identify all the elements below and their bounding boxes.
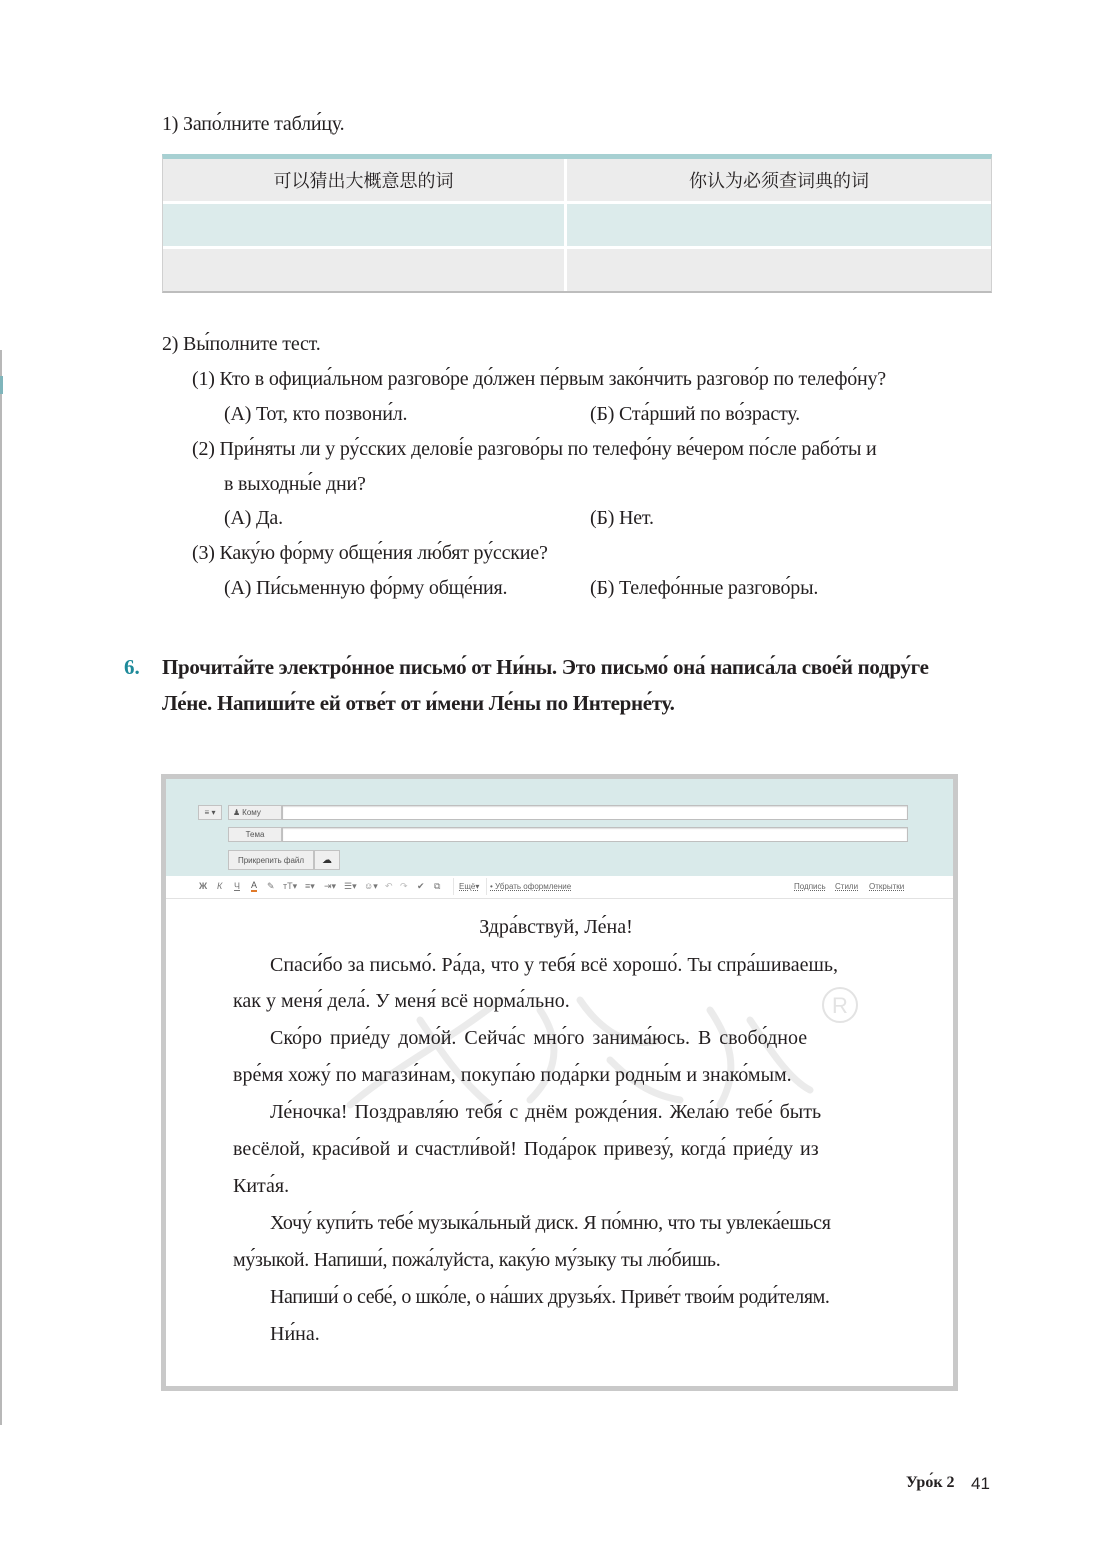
bold-icon[interactable]: Ж [199,881,208,891]
italic-icon[interactable]: К [217,881,223,891]
underline-icon[interactable]: Ч [234,881,240,891]
question-2-option-a: (А) Да. [224,507,283,529]
task2-instruction: 2) Вы́полните тест. [162,333,321,355]
email-header [166,779,953,876]
highlight-icon[interactable]: ✎ [267,881,275,891]
undo-icon[interactable]: ↶ [385,881,393,891]
to-button[interactable] [228,805,282,820]
indent-icon[interactable]: ⇥▾ [324,881,337,891]
letter-greeting: Здра́вствуй, Ле́на! [479,916,633,938]
toolbar-separator [453,878,454,895]
letter-line: Хочу́ купи́ть тебе́ музыка́льный диск. Я по́мню, что ты увлека́ешься [270,1212,831,1234]
subject-input[interactable] [282,827,908,842]
letter-line: Спаси́бо за письмо́. Ра́да, что у тебя́ всё хорошо́. Ты спра́шиваешь, [270,954,838,976]
task6-instruction-line: Прочита́йте электро́нное письмо́ от Ни́ны. Это письмо́ она́ написа́ла свое́й подру́ге [162,655,929,679]
menu-button[interactable]: ≡ ▾ [198,805,222,820]
table-cell[interactable] [567,204,991,246]
letter-line: Ско́ро прие́ду домо́й. Сейча́с мно́го занима́юсь. В свобо́дное [270,1027,808,1049]
question-1-option-a: (А) Тот, кто позвони́л. [224,403,408,425]
task1-instruction: 1) Запо́лните табли́цу. [162,113,345,135]
letter-line: вре́мя хожу́ по магази́нам, покупа́ю пода́рки родны́м и знако́мым. [233,1064,792,1086]
signature-button[interactable]: Подпись [794,882,826,891]
to-input[interactable] [282,805,908,820]
to-label: Кому [242,808,261,817]
letter-line: Ле́ночка! Поздравля́ю тебя́ с днём рожде́ния. Жела́ю тебе́ быть [270,1101,822,1123]
table-cell[interactable] [163,204,567,246]
task6-number: 6. [124,655,140,679]
letter-line: му́зыкой. Напиши́, пожа́луйста, каку́ю му́зыку ты лю́бишь. [233,1249,721,1271]
letter-signature: Ни́на. [270,1323,320,1345]
cards-button[interactable]: Открытки [869,882,905,891]
align-icon[interactable]: ≡▾ [305,881,315,891]
word-table [162,154,992,293]
registered-mark: R [832,993,848,1018]
clear-formatting-button[interactable]: • Убрать оформление [490,882,572,891]
formatting-toolbar [166,876,953,899]
list-icon[interactable]: ☰▾ [344,881,357,891]
letter-line: весёлой, краси́вой и счастли́вой! Пода́рок привезу́, когда́ прие́ду из [233,1138,819,1160]
table-cell[interactable] [163,249,567,291]
table-cell[interactable] [567,249,991,291]
text-color-icon[interactable]: A [251,880,258,890]
person-icon: ♟ [233,808,241,817]
spellcheck-icon[interactable]: ✔ [417,881,425,891]
letter-line: Кита́я. [233,1175,290,1197]
redo-icon[interactable]: ↷ [400,881,408,891]
question-3: (3) Каку́ю фо́рму обще́ния лю́бят ру́сские? [192,542,548,564]
letter-line: как у меня́ дела́. У меня́ всё норма́льно. [233,990,570,1012]
attach-file-button[interactable]: Прикрепить файл [228,850,314,870]
page-number: 41 [971,1474,990,1493]
table-header-row [163,159,991,201]
font-size-icon[interactable]: тТ▾ [283,881,298,891]
cloud-upload-button[interactable] [314,850,340,870]
table-header-guessable: 可以猜出大概意思的词 [163,159,567,201]
question-2-option-b: (Б) Нет. [590,507,654,529]
subject-button[interactable]: Тема [228,827,282,842]
letter-line: Напиши́ о себе́, о шко́ле, о на́ших друзья́х. Приве́т твои́м роди́телям. [270,1286,830,1308]
translate-icon[interactable]: ⧉ [434,881,441,891]
styles-button[interactable]: Стили [835,882,859,891]
task6-instruction-line: Ле́не. Напиши́те ей отве́т от и́мени Ле́ны по Интерне́ту. [162,691,675,715]
question-2-continued: в выходны́е дни? [224,473,366,495]
table-header-dictionary: 你认为必须查词典的词 [567,159,991,201]
toolbar-separator [486,878,487,895]
margin-rule [0,350,2,1425]
question-1: (1) Кто в официа́льном разгово́ре до́лжен пе́рвым зако́нчить разгово́р по телефо́ну? [192,368,886,390]
question-3-option-a: (А) Пи́сьменную фо́рму обще́ния. [224,577,508,599]
lesson-label: Уро́к 2 [906,1474,955,1491]
question-2: (2) При́няты ли у ру́сских делові́е разгово́ры по телефо́ну ве́чером по́сле рабо́ты и [192,438,877,460]
margin-tab-marker [0,376,3,394]
question-3-option-b: (Б) Телефо́нные разгово́ры. [590,577,819,599]
table-row [163,201,991,246]
table-row [163,246,991,291]
emoji-icon[interactable]: ☺▾ [364,881,378,891]
question-1-option-b: (Б) Ста́рший по во́зрасту. [590,403,800,425]
cloud-icon: ☁ [322,854,332,866]
more-button[interactable]: Ещё▾ [459,882,480,891]
